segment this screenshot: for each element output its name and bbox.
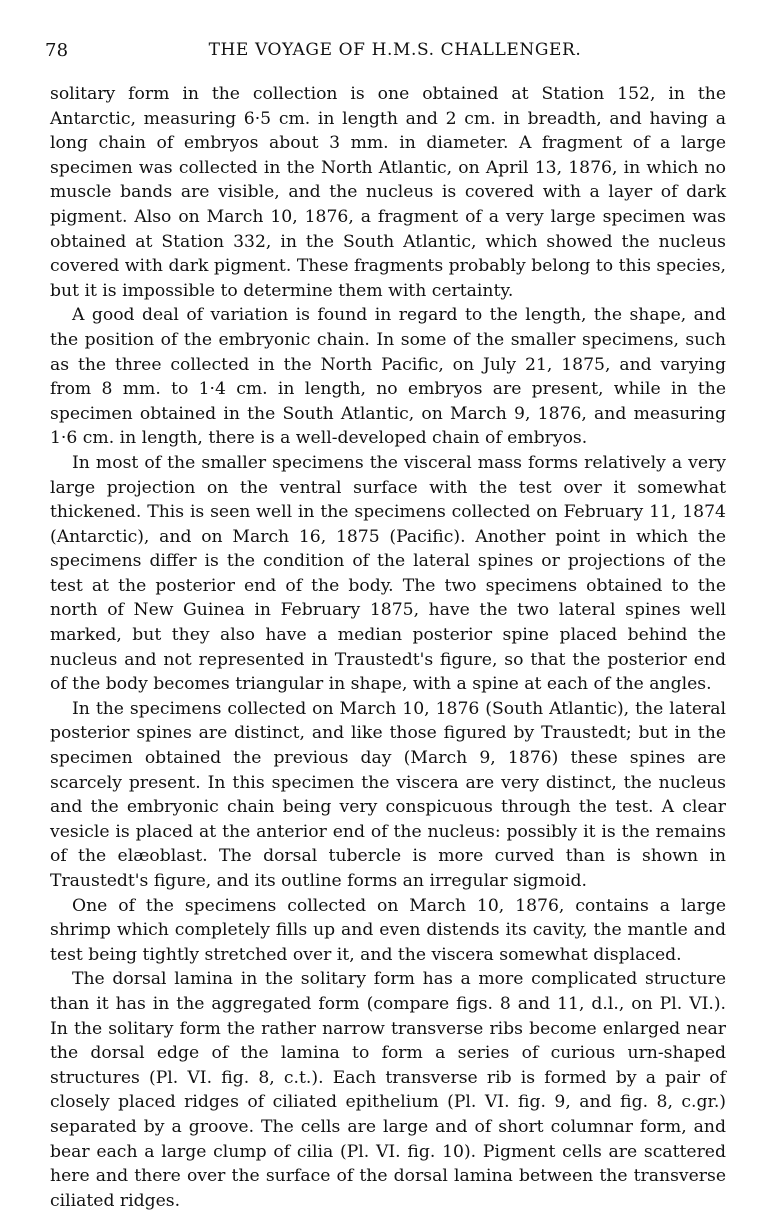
paragraph: The dorsal lamina in the solitary form has a more complicated structure than it has in the aggregated form (compare figs. 8 and 11, d.l., on Pl. VI.). In the solitary form the rather narrow transverse ribs become enlarged near the dorsal edge of the lamina to form a series of curious urn-shaped structures (Pl. VI. fig. 8, c.t.). Each transverse rib is formed by a pair of closely placed ridges of ciliated epithelium (Pl. VI. fig. 9, and fig. 8, c.gr.) separated by a groove. The cells are large and of short columnar form, and bear each a large clump of cilia (Pl. VI. fig. 10). Pigment cells are scattered here and there over the surface of the dorsal lamina between the transverse ciliated ridges.	[50, 969, 726, 1211]
body-text	[50, 82, 726, 1213]
running-title: THE VOYAGE OF H.M.S. CHALLENGER.	[208, 40, 582, 60]
page-number: 78	[45, 40, 69, 61]
paragraph: One of the specimens collected on March 10, 1876, contains a large shrimp which completely fills up and even distends its cavity, the mantle and test being tightly stretched over it, and the viscera somewhat displaced.	[50, 895, 726, 965]
paragraph: In most of the smaller specimens the visceral mass forms relatively a very large projection on the ventral surface with the test over it somewhat thickened. This is seen well in the specimens collected on February 11, 1874 (Antarctic), and on March 16, 1875 (Pacific). Another point in which the specimens differ is the condition of the lateral spines or projections of the test at the posterior end of the body. The two specimens obtained to the north of New Guinea in February 1875, have the two lateral spines well marked, but they also have a median posterior spine placed behind the nucleus and not represented in Traustedt's figure, so that the posterior end of the body becomes triangular in shape, with a spine at each of the angles.	[50, 452, 726, 695]
paragraph: solitary form in the collection is one obtained at Station 152, in the Antarctic, measuring 6·5 cm. in length and 2 cm. in breadth, and having a long chain of embryos about 3 mm. in diameter. A fragment of a large specimen was collected in the North Atlantic, on April 13, 1876, in which no muscle bands are visible, and the nucleus is covered with a layer of dark pigment. Also on March 10, 1876, a fragment of a very large specimen was obtained at Station 332, in the South Atlantic, which showed the nucleus covered with dark pigment. These fragments probably belong to this species, but it is impossible to determine them with certainty.	[50, 84, 726, 301]
page-header	[45, 40, 745, 64]
paragraph: A good deal of variation is found in regard to the length, the shape, and the position of the embryonic chain. In some of the smaller specimens, such as the three collected in the North Pacific, on July 21, 1875, and varying from 8 mm. to 1·4 cm. in length, no embryos are present, while in the specimen obtained in the South Atlantic, on March 9, 1876, and measuring 1·6 cm. in length, there is a well-developed chain of embryos.	[50, 305, 726, 449]
paragraph: In the specimens collected on March 10, 1876 (South Atlantic), the lateral posterior spines are distinct, and like those figured by Traustedt; but in the specimen obtained the previous day (March 9, 1876) these spines are scarcely present. In this specimen the viscera are very distinct, the nucleus and the embryonic chain being very conspicuous through the test. A clear vesicle is placed at the anterior end of the nucleus: possibly it is the remains of the elæoblast. The dorsal tubercle is more curved than is shown in Traustedt's figure, and its outline forms an irregular sigmoid.	[50, 698, 726, 891]
